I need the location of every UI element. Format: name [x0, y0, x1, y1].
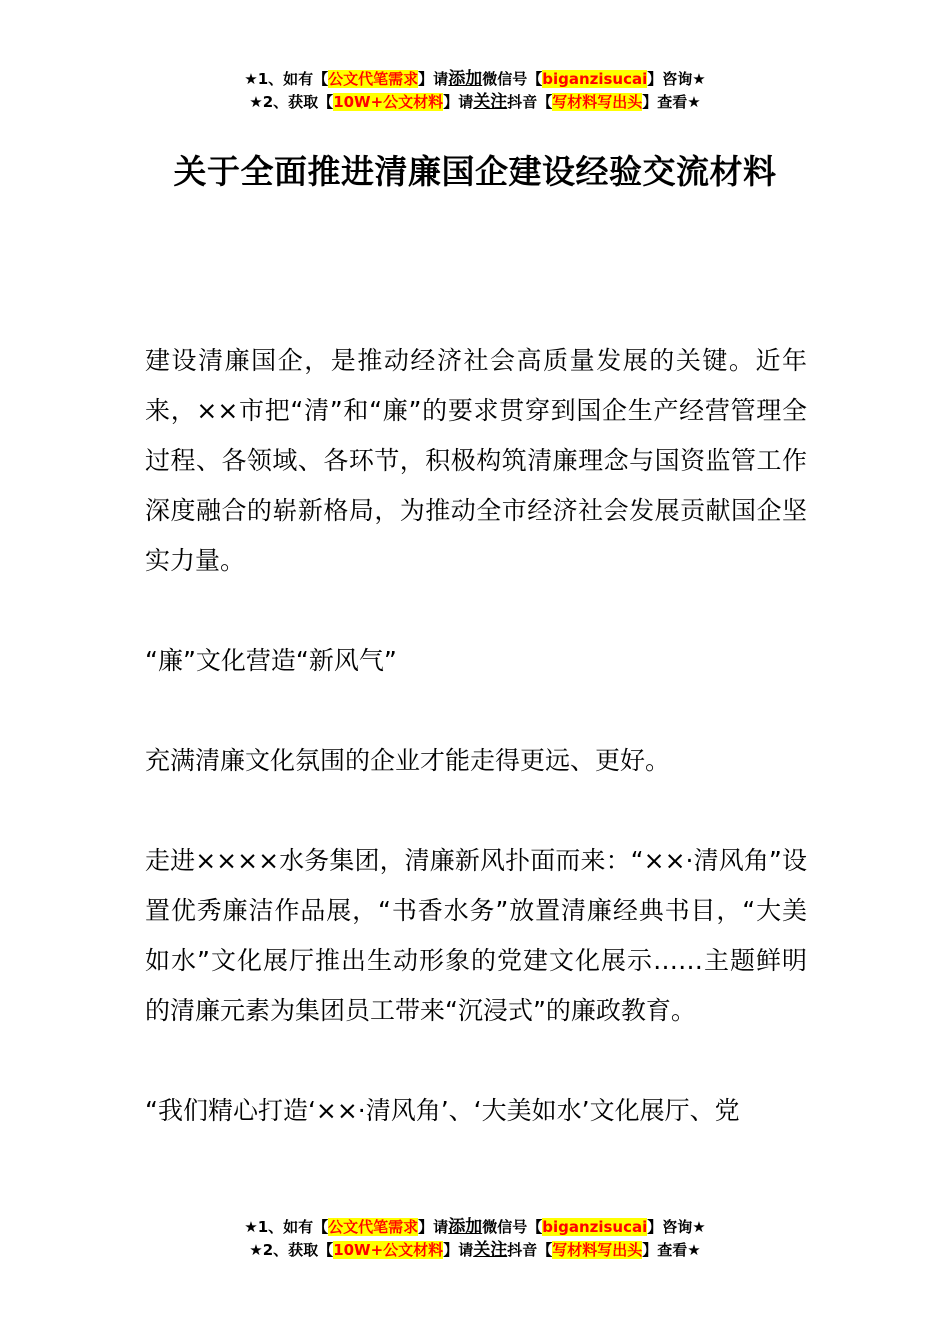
footer-banner — [0, 1216, 950, 1262]
footer-line-2-emphasis: 关注 — [473, 1240, 508, 1260]
banner-line-1-suffix: 】咨询★ — [647, 70, 706, 88]
paragraph-lead: 充满清廉文化氛围的企业才能走得更远、更好。 — [145, 746, 671, 775]
footer-line-1-emphasis: 添加 — [448, 1217, 483, 1237]
banner-line-1 — [0, 68, 950, 91]
banner-line-2-suffix: 】查看★ — [642, 93, 701, 111]
footer-line-1-suffix: 】咨询★ — [647, 1218, 706, 1236]
banner-line-1-highlight-service: 公文代笔需求 — [328, 70, 419, 88]
banner-line-2-highlight-materials: 10W+公文材料 — [333, 93, 444, 111]
footer-line-2-highlight-douyin: 写材料写出头 — [552, 1241, 643, 1259]
banner-line-1-emphasis: 添加 — [448, 69, 483, 89]
document-title: 关于全面推进清廉国企建设经验交流材料 — [173, 152, 777, 191]
footer-line-1-prefix: ★1、如有【 — [244, 1218, 329, 1236]
footer-line-2-highlight-materials: 10W+公文材料 — [333, 1241, 444, 1259]
footer-line-2-mid: 】请 — [443, 1241, 474, 1259]
footer-line-1-mid: 】请 — [418, 1218, 449, 1236]
banner-line-2-emphasis: 关注 — [473, 92, 508, 112]
footer-banner-line-2 — [0, 1239, 950, 1262]
section-heading: “廉”文化营造“新风气” — [145, 646, 397, 675]
banner-line-2-prefix: ★2、获取【 — [249, 93, 334, 111]
document-body — [145, 336, 807, 1186]
footer-line-2-suffix: 】查看★ — [642, 1241, 701, 1259]
banner-line-2-highlight-douyin: 写材料写出头 — [552, 93, 643, 111]
footer-line-2-prefix: ★2、获取【 — [249, 1241, 334, 1259]
header-banner — [0, 68, 950, 114]
footer-line-1-highlight-service: 公文代笔需求 — [328, 1218, 419, 1236]
banner-line-2-mid: 】请 — [443, 93, 474, 111]
footer-line-1-highlight-wechat: biganzisucai — [542, 1218, 648, 1236]
footer-line-2-mid-2: 抖音【 — [507, 1241, 553, 1259]
paragraph-water-group: 走进××××水务集团，清廉新风扑面而来：“××·清风角”设置优秀廉洁作品展，“书香水务”放置清廉经典书目，“大美如水”文化展厅推出生动形象的党建文化展示……主题鲜明的清廉元素为集团员工带来“沉浸式”的廉政教育。 — [145, 846, 807, 1025]
paragraph-intro: 建设清廉国企，是推动经济社会高质量发展的关键。近年来，××市把“清”和“廉”的要求贯穿到国企生产经营管理全过程、各领域、各环节，积极构筑清廉理念与国资监管工作深度融合的崭新格局，为推动全市经济社会发展贡献国企坚实力量。 — [145, 346, 807, 575]
banner-line-1-highlight-wechat: biganzisucai — [542, 70, 648, 88]
banner-line-2 — [0, 91, 950, 114]
banner-line-1-mid-2: 微信号【 — [482, 70, 543, 88]
footer-line-1-mid-2: 微信号【 — [482, 1218, 543, 1236]
banner-line-1-prefix: ★1、如有【 — [244, 70, 329, 88]
footer-banner-line-1 — [0, 1216, 950, 1239]
banner-line-2-mid-2: 抖音【 — [507, 93, 553, 111]
paragraph-quote: “我们精心打造‘××·清风角’、‘大美如水’文化展厅、党 — [145, 1096, 740, 1125]
banner-line-1-mid: 】请 — [418, 70, 449, 88]
